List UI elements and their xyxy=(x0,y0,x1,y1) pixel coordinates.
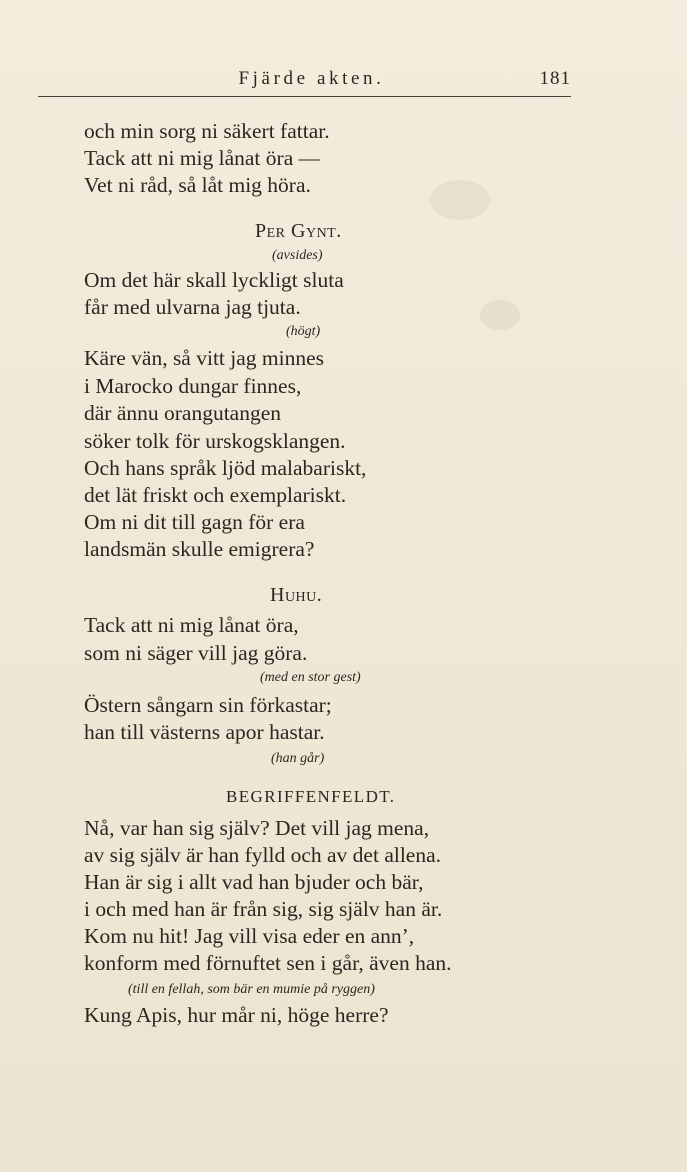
verse-line: Han är sig i allt vad han bjuder och bär, xyxy=(84,870,424,894)
speaker-huhu: Huhu. xyxy=(270,584,323,606)
verse-line: som ni säger vill jag göra. xyxy=(84,641,308,665)
verse-line: Tack att ni mig lånat öra — xyxy=(84,146,321,170)
speaker-begriffenfeldt: BEGRIFFENFELDT. xyxy=(226,787,396,806)
verse-line: han till västerns apor hastar. xyxy=(84,720,325,744)
verse-line: Och hans språk ljöd malabariskt, xyxy=(84,456,367,480)
verse-line: Tack att ni mig lånat öra, xyxy=(84,613,299,637)
header-rule xyxy=(38,96,571,97)
verse-line: av sig själv är han fylld och av det allena. xyxy=(84,843,442,867)
verse-line: Östern sångarn sin förkastar; xyxy=(84,693,332,717)
running-title: Fjärde akten. xyxy=(238,68,385,89)
verse-line: Nå, var han sig själv? Det vill jag mena, xyxy=(84,816,430,840)
verse-line: söker tolk för urskogsklangen. xyxy=(84,429,346,453)
verse-line: i Marocko dungar finnes, xyxy=(84,374,302,398)
speaker-per-gynt: Per Gynt. xyxy=(255,220,342,242)
verse-line: får med ulvarna jag tjuta. xyxy=(84,295,301,319)
verse-line: i och med han är från sig, sig själv han är. xyxy=(84,897,443,921)
paper-stain xyxy=(480,300,520,330)
stage-direction: (han går) xyxy=(271,751,325,766)
verse-line: Käre vän, så vitt jag minnes xyxy=(84,346,325,370)
verse-line: konform med förnuftet sen i går, även han. xyxy=(84,951,452,975)
verse-line: landsmän skulle emigrera? xyxy=(84,537,315,561)
verse-line: Kung Apis, hur mår ni, höge herre? xyxy=(84,1003,389,1027)
page-number: 181 xyxy=(539,68,571,89)
verse-line: Om ni dit till gagn för era xyxy=(84,510,305,534)
verse-line: där ännu orangutangen xyxy=(84,401,282,425)
verse-line: och min sorg ni säkert fattar. xyxy=(84,119,330,143)
verse-line: Kom nu hit! Jag vill visa eder en ann’, xyxy=(84,924,415,948)
verse-line: Vet ni råd, så låt mig höra. xyxy=(84,173,311,197)
page-header xyxy=(38,64,571,94)
stage-direction: (till en fellah, som bär en mumie på ryggen) xyxy=(128,982,375,997)
stage-direction: (högt) xyxy=(286,324,321,339)
stage-direction: (med en stor gest) xyxy=(260,670,361,685)
stage-direction: (avsides) xyxy=(272,248,323,263)
paper-stain xyxy=(430,180,490,220)
verse-line: det lät friskt och exemplariskt. xyxy=(84,483,347,507)
verse-line: Om det här skall lyckligt sluta xyxy=(84,268,344,292)
